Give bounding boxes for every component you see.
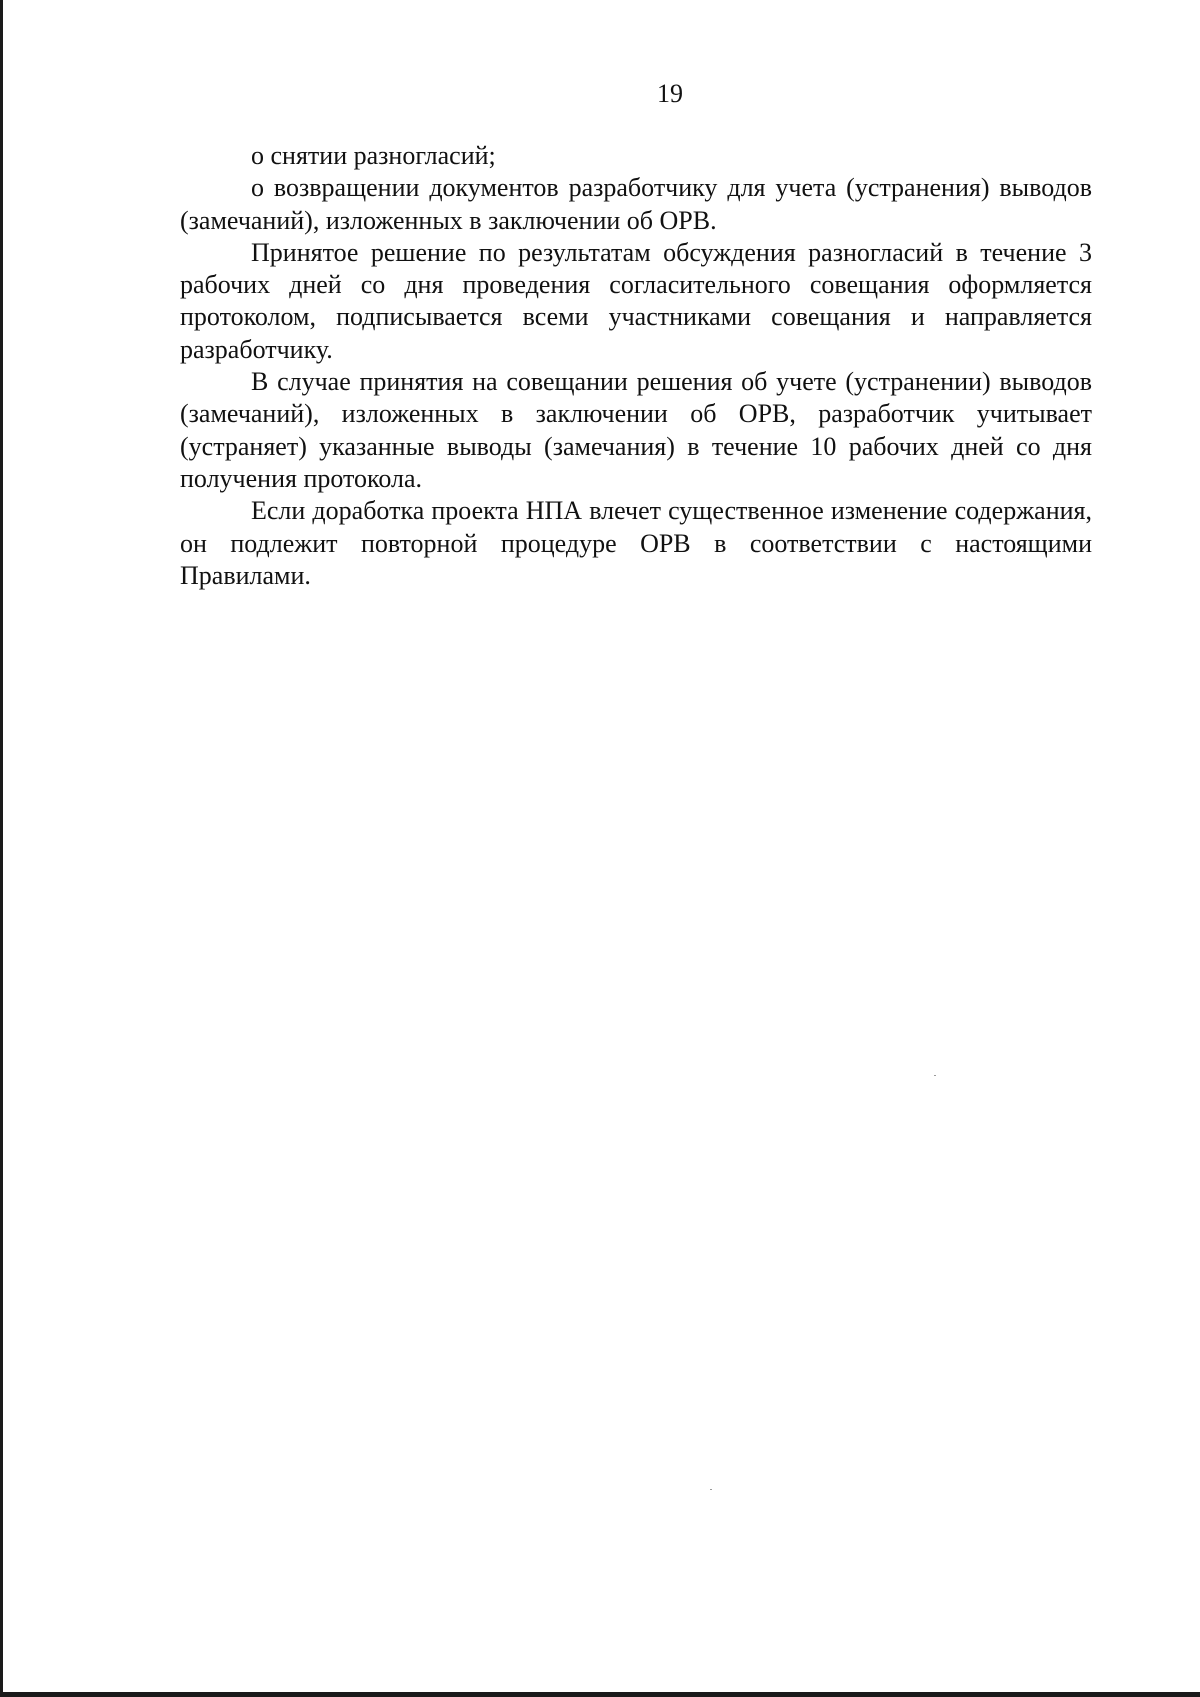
- paragraph-3: Принятое решение по результатам обсуждения разногласий в течение 3 рабочих дней со дня проведения согласительного совещания оформляется протоколом, подписывается всеми участниками совещания и направляется разработчику.: [180, 237, 1092, 364]
- scan-speck: [934, 1075, 936, 1076]
- page-number: 19: [657, 79, 683, 108]
- scan-border-bottom: [0, 1692, 1200, 1697]
- scan-speck: [710, 1489, 712, 1490]
- paragraph-4: В случае принятия на совещании решения об учете (устранении) выводов (замечаний), изложенных в заключении об ОРВ, разработчик учитывает (устраняет) указанные выводы (замечания) в течение 10 рабочих дней со дня получения протокола.: [180, 367, 1092, 493]
- paragraph-1: о снятии разногласий;: [251, 141, 496, 170]
- scan-border-left: [0, 0, 3, 1697]
- paragraph-2: о возвращении документов разработчику для учета (устранения) выводов (замечаний), изложенных в заключении об ОРВ.: [180, 173, 1092, 235]
- paragraph-5: Если доработка проекта НПА влечет существенное изменение содержания, он подлежит повторной процедуре ОРВ в соответствии с настоящими Правилами.: [180, 496, 1092, 590]
- document-body: [180, 140, 1092, 592]
